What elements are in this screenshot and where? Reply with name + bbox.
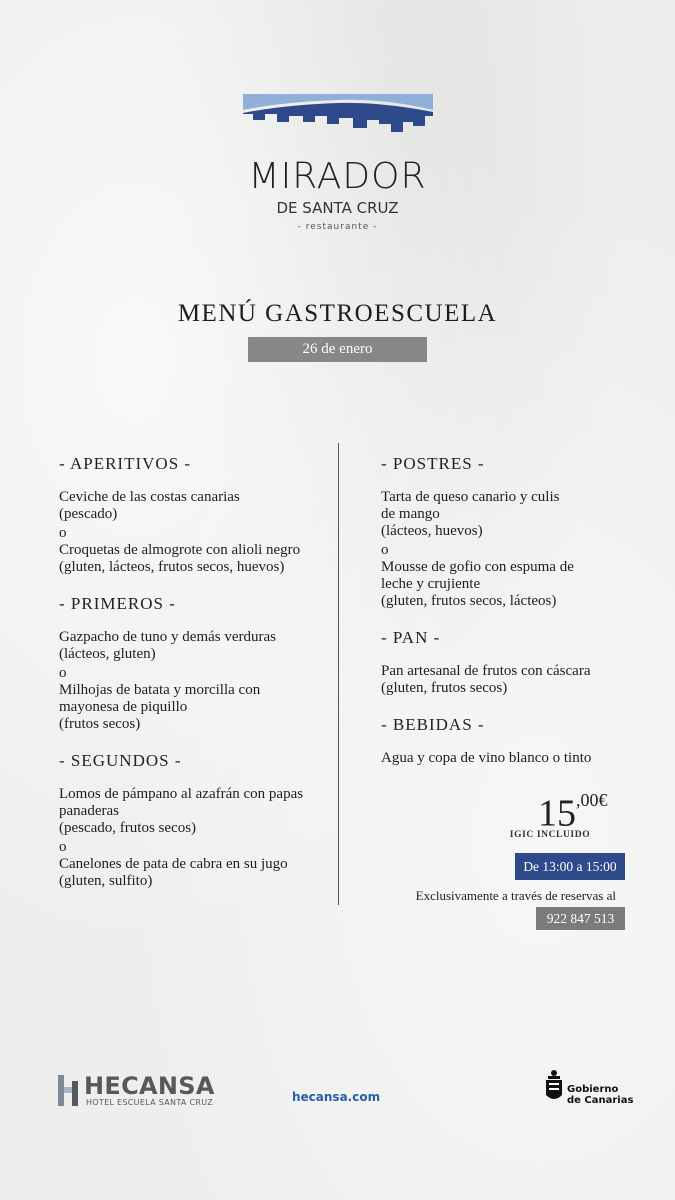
- menu-title: MENÚ GASTROESCUELA: [177, 300, 498, 327]
- hecansa-name: HECANSA: [84, 1072, 215, 1100]
- price: [538, 786, 608, 834]
- option-separator: o: [59, 525, 67, 541]
- dish-line: Tarta de queso canario y culis: [381, 489, 560, 505]
- dish-line: Mousse de gofio con espuma de: [381, 559, 574, 575]
- dish-line: panaderas: [59, 803, 119, 819]
- menu-section-aperitivos: [59, 453, 349, 576]
- allergen-line: (pescado, frutos secos): [59, 820, 197, 836]
- menu-column-left: [59, 453, 349, 907]
- price-cents: ,00€: [576, 790, 608, 810]
- menu-column-right: [381, 453, 671, 784]
- logo-skyline: [243, 103, 433, 132]
- dish-line: Gazpacho de tuno y demás verduras: [59, 629, 277, 645]
- gobierno-line-2: de Canarias: [567, 1095, 634, 1106]
- allergen-line: (gluten, sulfito): [59, 873, 153, 889]
- dish-line: Agua y copa de vino blanco o tinto: [381, 750, 592, 766]
- brand-title: MIRADOR: [248, 156, 427, 197]
- menu-section-postres: [381, 453, 671, 610]
- dish-line: Pan artesanal de frutos con cáscara: [381, 663, 591, 679]
- section-title: - PRIMEROS -: [59, 594, 176, 613]
- gobierno-canarias-text: [567, 1084, 633, 1106]
- reservation-note: Exclusivamente a través de reservas al: [415, 888, 616, 903]
- menu-section-pan: [381, 627, 671, 697]
- phone-badge[interactable]: 922 847 513: [536, 907, 625, 930]
- allergen-line: (pescado): [59, 506, 118, 522]
- option-separator: o: [59, 839, 67, 855]
- menu-section-primeros: [59, 593, 349, 733]
- hours-badge: De 13:00 a 15:00: [515, 853, 625, 880]
- dish-line: Canelones de pata de cabra en su jugo: [59, 856, 288, 872]
- dish-line: Ceviche de las costas canarias: [59, 489, 240, 505]
- gobierno-line-1: Gobierno: [567, 1084, 619, 1095]
- dish-line: Lomos de pámpano al azafrán con papas: [59, 786, 304, 802]
- section-title: - BEBIDAS -: [381, 715, 485, 734]
- hecansa-logo-icon: [58, 1075, 80, 1106]
- menu-section-segundos: [59, 750, 349, 890]
- allergen-line: (gluten, lácteos, frutos secos, huevos): [59, 559, 285, 575]
- section-title: - SEGUNDOS -: [59, 751, 182, 770]
- dish-line: mayonesa de piquillo: [59, 699, 188, 715]
- gobierno-canarias-shield-icon: [544, 1069, 564, 1105]
- tax-note: IGIC INCLUIDO: [509, 830, 591, 840]
- dish-line: leche y crujiente: [381, 576, 481, 592]
- mirador-skyline-logo: [243, 94, 433, 134]
- allergen-line: (gluten, frutos secos, lácteos): [381, 593, 557, 609]
- dish-line: Croquetas de almogrote con alioli negro: [59, 542, 301, 558]
- dish-line: de mango: [381, 506, 440, 522]
- price-whole: 15: [538, 792, 576, 835]
- section-title: - APERITIVOS -: [59, 454, 192, 473]
- section-title: - PAN -: [381, 628, 441, 647]
- allergen-line: (frutos secos): [59, 716, 141, 732]
- allergen-line: (gluten, frutos secos): [381, 680, 508, 696]
- brand-tagline: - restaurante -: [297, 222, 378, 232]
- option-separator: o: [59, 665, 67, 681]
- date-badge: 26 de enero: [248, 337, 427, 362]
- option-separator: o: [381, 542, 389, 558]
- allergen-line: (lácteos, gluten): [59, 646, 156, 662]
- brand-subtitle: DE SANTA CRUZ: [276, 199, 399, 217]
- website-link[interactable]: hecansa.com: [292, 1090, 381, 1104]
- allergen-line: (lácteos, huevos): [381, 523, 483, 539]
- hecansa-subtitle: HOTEL ESCUELA SANTA CRUZ: [86, 1098, 214, 1107]
- menu-section-bebidas: [381, 714, 671, 767]
- section-title: - POSTRES -: [381, 454, 485, 473]
- dish-line: Milhojas de batata y morcilla con: [59, 682, 261, 698]
